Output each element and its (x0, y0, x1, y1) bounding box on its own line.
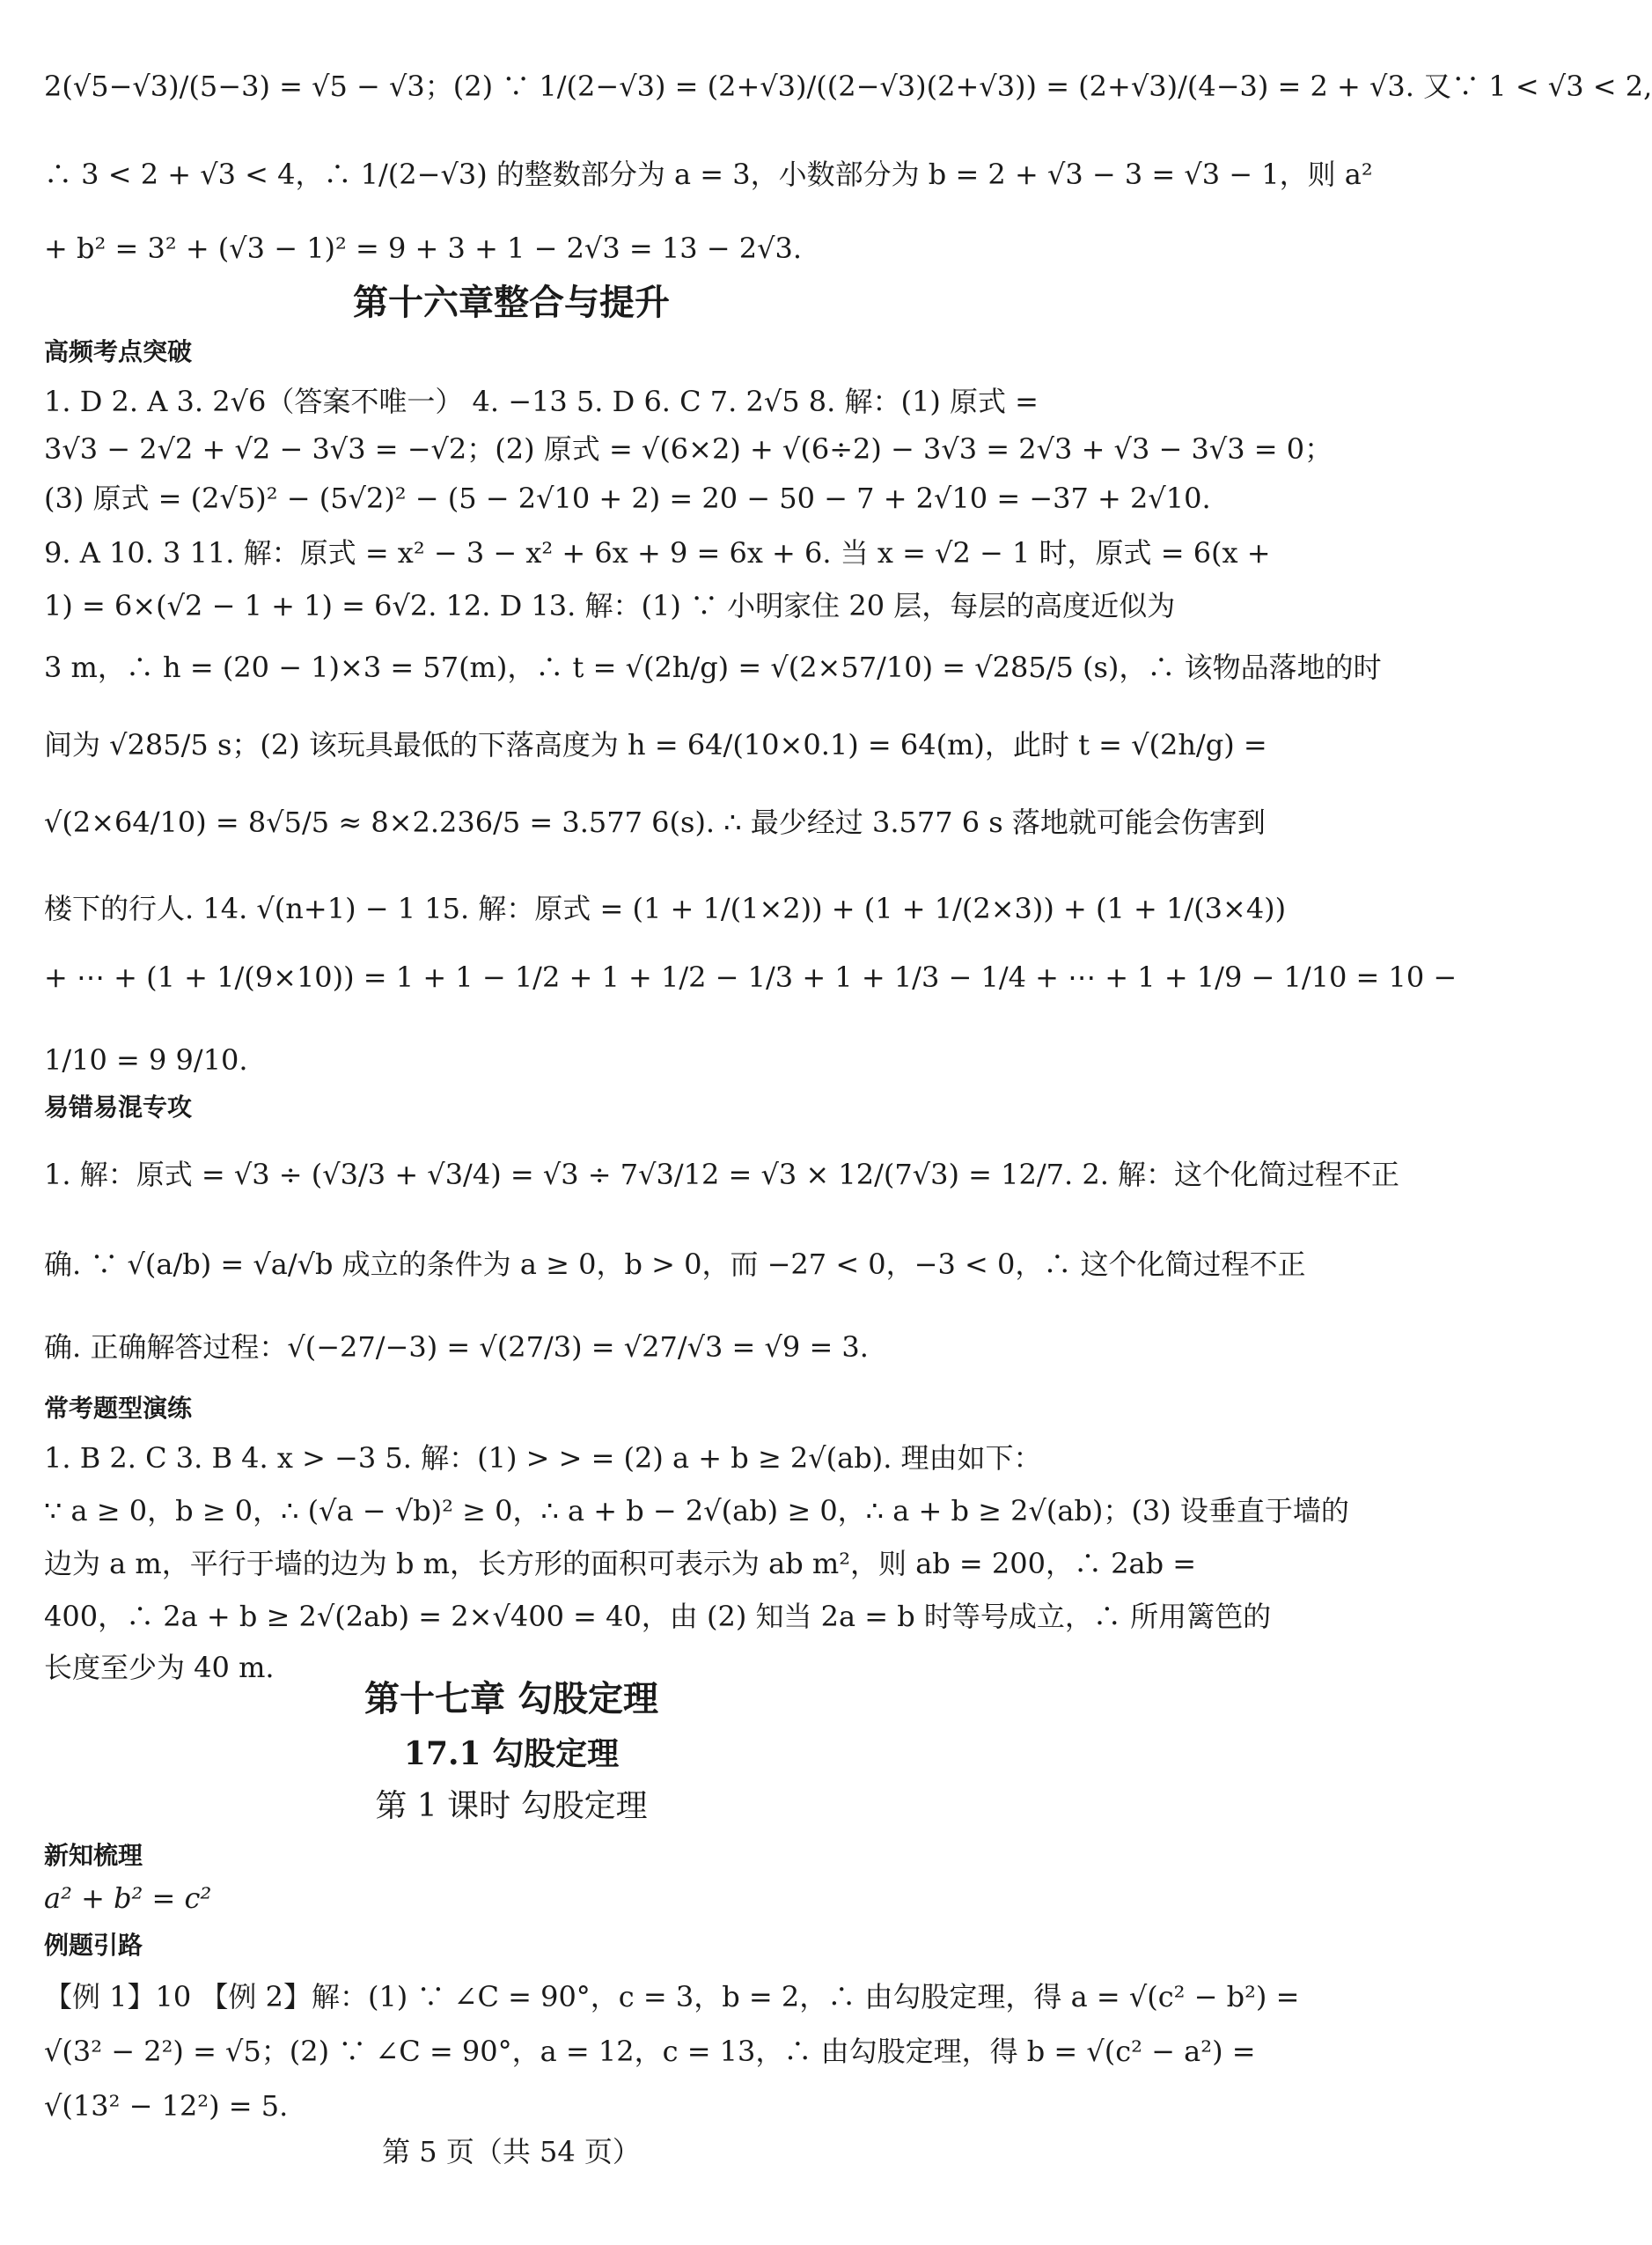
text-line: √(13² − 12²) = 5. (44, 2089, 289, 2123)
section-heading: 高频考点突破 (44, 337, 193, 366)
text-line: 楼下的行人. 14. √(n+1) − 1 15. 解：原式 = (1 + 1/(1×2)) + (1 + 1/(2×3)) + (1 + 1/(3×4)) (44, 892, 1287, 925)
section-heading: 易错易混专攻 (44, 1093, 193, 1122)
text-line: 确. ∵ √(a/b) = √a/√b 成立的条件为 a ≥ 0，b > 0，而 −27 < 0，−3 < 0，∴ 这个化简过程不正 (44, 1248, 1306, 1281)
text-line: 【例 1】10 【例 2】解：(1) ∵ ∠C = 90°，c = 3，b = 2，∴ 由勾股定理，得 a = √(c² − b²) = (44, 1980, 1300, 2013)
text-line: 1/10 = 9 9/10. (44, 1043, 248, 1077)
text-line: 间为 √285/5 s；(2) 该玩具最低的下落高度为 h = 64/(10×0.1) = 64(m)，此时 t = √(2h/g) = (44, 728, 1267, 762)
text-line: 3 m，∴ h = (20 − 1)×3 = 57(m)，∴ t = √(2h/g) = √(2×57/10) = √285/5 (s)，∴ 该物品落地的时 (44, 651, 1382, 684)
section-heading: 新知梳理 (44, 1841, 143, 1870)
text-line: √(2×64/10) = 8√5/5 ≈ 8×2.236/5 = 3.577 6(s). ∴ 最少经过 3.577 6 s 落地就可能会伤害到 (44, 806, 1266, 839)
text-line: 长度至少为 40 m. (44, 1651, 275, 1684)
page-footer: 第 5 页（共 54 页） (382, 2135, 641, 2168)
text-line: √(3² − 2²) = √5；(2) ∵ ∠C = 90°，a = 12，c = 13，∴ 由勾股定理，得 b = √(c² − a²) = (44, 2035, 1256, 2068)
text-line: + b² = 3² + (√3 − 1)² = 9 + 3 + 1 − 2√3 = 13 − 2√3. (44, 232, 802, 265)
lesson-title: 第 1 课时 勾股定理 (375, 1788, 648, 1824)
text-line: 2(√5−√3)/(5−3) = √5 − √3；(2) ∵ 1/(2−√3) = (2+√3)/((2−√3)(2+√3)) = (2+√3)/(4−3) = 2 + √3. 又∵ 1 < √3 < 2, (44, 70, 1652, 103)
text-line: (3) 原式 = (2√5)² − (5√2)² − (5 − 2√10 + 2) = 20 − 50 − 7 + 2√10 = −37 + 2√10. (44, 482, 1211, 515)
chapter-title: 第十七章 勾股定理 (364, 1678, 658, 1719)
text-line: 1. D 2. A 3. 2√6（答案不唯一） 4. −13 5. D 6. C 7. 2√5 8. 解：(1) 原式 = (44, 385, 1039, 418)
text-line: 1) = 6×(√2 − 1 + 1) = 6√2. 12. D 13. 解：(1) ∵ 小明家住 20 层，每层的高度近似为 (44, 589, 1176, 622)
text-line: 边为 a m，平行于墙的边为 b m，长方形的面积可表示为 ab m²，则 ab = 200，∴ 2ab = (44, 1547, 1197, 1580)
chapter-title: 第十六章整合与提升 (353, 282, 670, 323)
section-heading: 常考题型演练 (44, 1394, 193, 1423)
section-title: 17.1 勾股定理 (403, 1735, 620, 1772)
section-heading: 例题引路 (44, 1931, 143, 1960)
text-line: ∴ 3 < 2 + √3 < 4，∴ 1/(2−√3) 的整数部分为 a = 3，小数部分为 b = 2 + √3 − 3 = √3 − 1，则 a² (44, 158, 1373, 191)
text-line: 1. 解：原式 = √3 ÷ (√3/3 + √3/4) = √3 ÷ 7√3/12 = √3 × 12/(7√3) = 12/7. 2. 解：这个化简过程不正 (44, 1158, 1400, 1191)
text-line: 1. B 2. C 3. B 4. x > −3 5. 解：(1) > > = (2) a + b ≥ 2√(ab). 理由如下： (44, 1441, 1042, 1475)
text-line: ∵ a ≥ 0，b ≥ 0，∴ (√a − √b)² ≥ 0，∴ a + b − 2√(ab) ≥ 0，∴ a + b ≥ 2√(ab)；(3) 设垂直于墙的 (44, 1494, 1349, 1527)
text-line: 9. A 10. 3 11. 解：原式 = x² − 3 − x² + 6x + 9 = 6x + 6. 当 x = √2 − 1 时，原式 = 6(x + (44, 536, 1271, 570)
text-line: + ⋯ + (1 + 1/(9×10)) = 1 + 1 − 1/2 + 1 + 1/2 − 1/3 + 1 + 1/3 − 1/4 + ⋯ + 1 + 1/9 − 1/10 = 10 − (44, 961, 1457, 994)
formula: a² + b² = c² (44, 1881, 212, 1915)
text-line: 3√3 − 2√2 + √2 − 3√3 = −√2；(2) 原式 = √(6×2) + √(6÷2) − 3√3 = 2√3 + √3 − 3√3 = 0； (44, 432, 1333, 466)
text-line: 400，∴ 2a + b ≥ 2√(2ab) = 2×√400 = 40，由 (2) 知当 2a = b 时等号成立，∴ 所用篱笆的 (44, 1600, 1272, 1633)
text-line: 确. 正确解答过程：√(−27/−3) = √(27/3) = √27/√3 = √9 = 3. (44, 1330, 869, 1364)
